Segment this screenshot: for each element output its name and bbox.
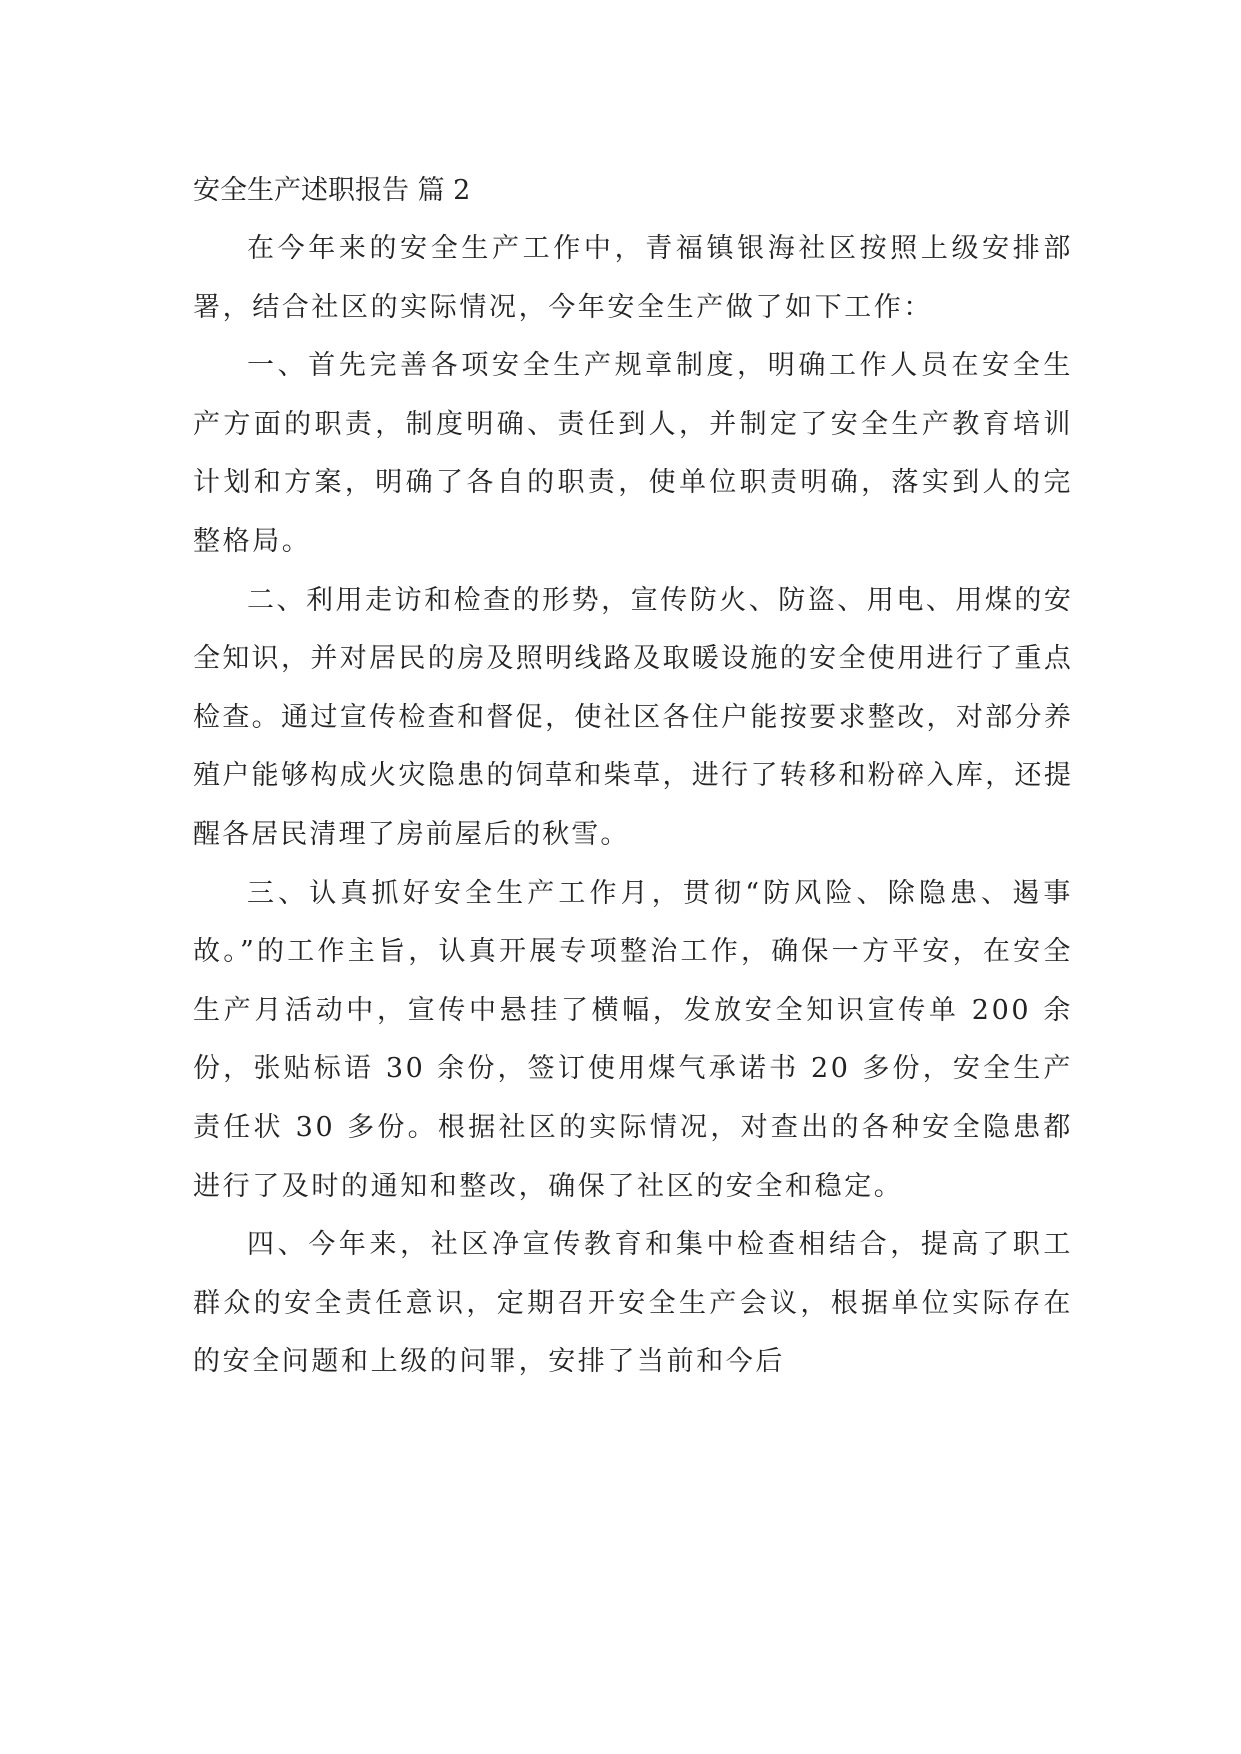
paragraph-section-3: 三、认真抓好安全生产工作月，贯彻“防风险、除隐患、遏事故。”的工作主旨，认真开展专项整治工作，确保一方平安，在安全生产月活动中，宣传中悬挂了横幅，发放安全知识宣传单 200 余份，张贴标语 30 余份，签订使用煤气承诺书 20 多份，安全生产责任状 30 多份。根据社区的实际情况，对查出的各种安全隐患都进行了及时的通知和整改，确保了社区的安全和稳定。 (193, 877, 1073, 1202)
paragraph-section-2: 二、利用走访和检查的形势，宣传防火、防盗、用电、用煤的安全知识，并对居民的房及照明线路及取暖设施的安全使用进行了重点检查。通过宣传检查和督促，使社区各住户能按要求整改，对部分养殖户能够构成火灾隐患的饲草和柴草，进行了转移和粉碎入库，还提醒各居民清理了房前屋后的秋雪。 (193, 584, 1073, 850)
paragraph-intro: 在今年来的安全生产工作中，青福镇银海社区按照上级安排部署，结合社区的实际情况，今年安全生产做了如下工作： (193, 233, 1073, 323)
paragraph-section-1: 一、首先完善各项安全生产规章制度，明确工作人员在安全生产方面的职责，制度明确、责任到人，并制定了安全生产教育培训计划和方案，明确了各自的职责，使单位职责明确，落实到人的完整格局。 (193, 350, 1073, 557)
paragraph-section-4: 四、今年来，社区净宣传教育和集中检查相结合，提高了职工群众的安全责任意识，定期召开安全生产会议，根据单位实际存在的安全问题和上级的问罪，安排了当前和今后 (193, 1229, 1073, 1378)
document-title: 安全生产述职报告 篇 2 (193, 175, 471, 206)
document-body (193, 162, 1073, 1392)
